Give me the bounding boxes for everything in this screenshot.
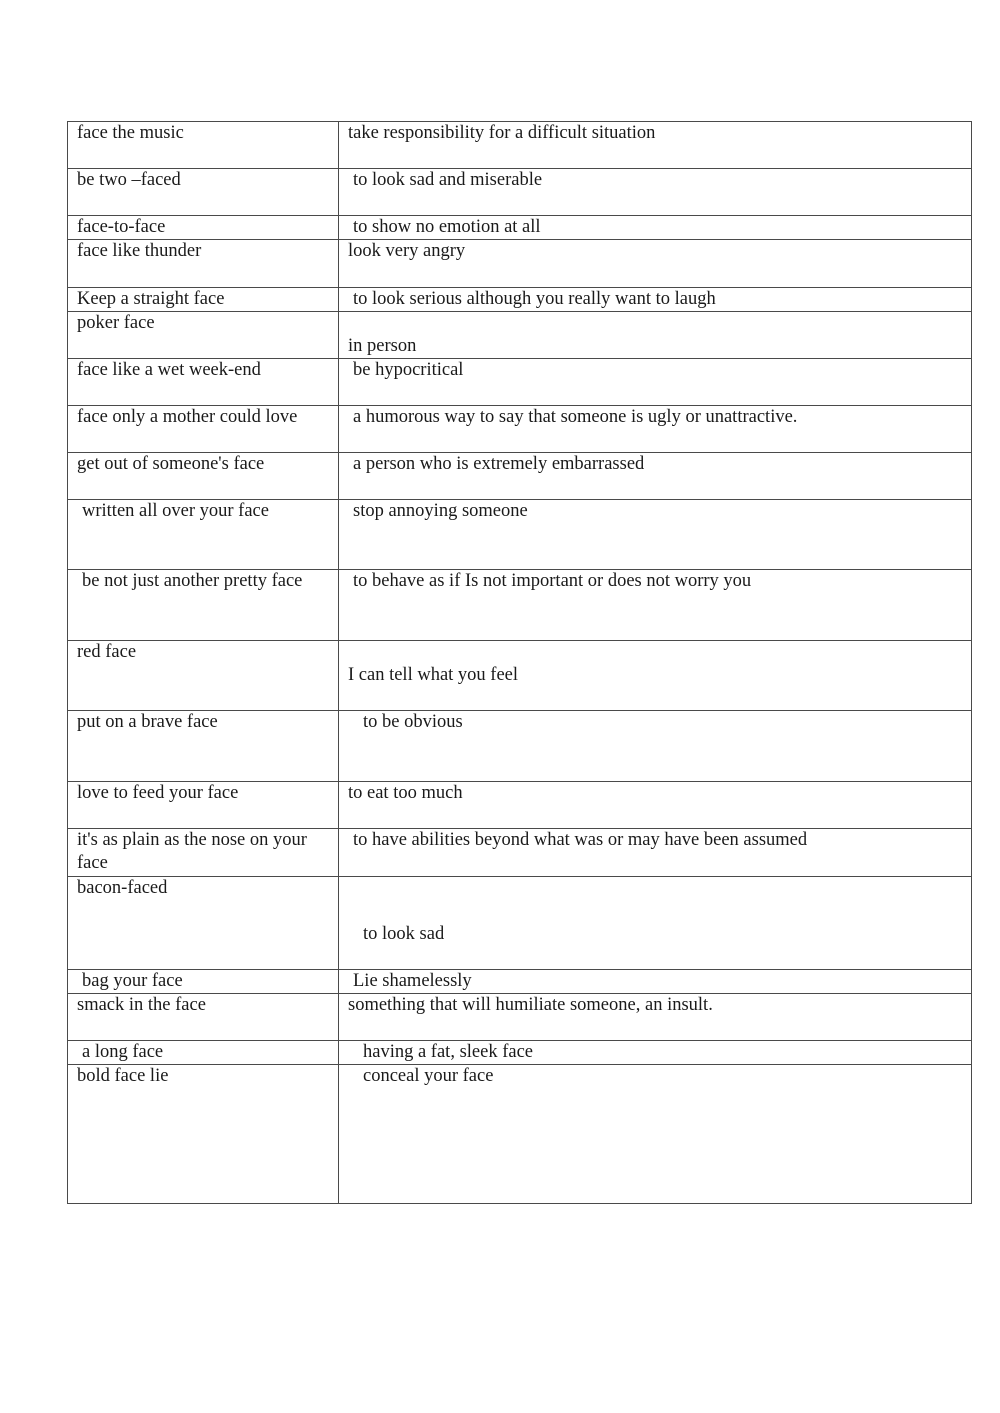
meaning-text: to show no emotion at all [353,217,541,237]
table-row [68,406,972,453]
table-row [68,1041,972,1065]
meaning-cell [339,312,972,359]
idiom-text: a long face [82,1042,164,1062]
table-row [68,1065,972,1204]
meaning-text: to look sad [363,924,445,944]
meaning-text: in person [348,336,417,356]
table-row [68,169,972,216]
meaning-cell [339,641,972,711]
idiom-cell [68,312,339,359]
meaning-cell [339,877,972,970]
table-row [68,288,972,312]
idiom-text: face like a wet week-end [77,360,261,380]
table-row [68,641,972,711]
idiom-cell [68,359,339,406]
table-row [68,994,972,1041]
meaning-cell [339,359,972,406]
idiom-cell [68,240,339,288]
idiom-text: put on a brave face [77,712,218,732]
idiom-cell [68,641,339,711]
table-row [68,829,972,877]
idiom-cell [68,970,339,994]
meaning-text: to look serious although you really want to laugh [353,289,716,309]
table-row [68,970,972,994]
table-row [68,711,972,782]
table-row [68,570,972,641]
idiom-cell [68,994,339,1041]
idiom-cell [68,782,339,829]
idiom-cell [68,829,339,877]
meaning-cell [339,122,972,169]
idiom-text: it's as plain as the nose on your face [77,830,307,873]
idiom-cell [68,122,339,169]
meaning-text: look very angry [348,241,466,261]
meaning-text: a humorous way to say that someone is ugly or unattractive. [353,407,798,427]
idiom-text: be not just another pretty face [82,571,303,591]
idiom-text: Keep a straight face [77,289,225,309]
idiom-cell [68,570,339,641]
table-row [68,877,972,970]
table-row [68,782,972,829]
idiom-text: face like thunder [77,241,202,261]
idiom-text: poker face [77,313,155,333]
meaning-cell [339,570,972,641]
table-row [68,359,972,406]
table-row [68,500,972,570]
idiom-text: get out of someone's face [77,454,265,474]
meaning-cell [339,970,972,994]
meaning-cell [339,500,972,570]
idiom-cell [68,1065,339,1204]
meaning-cell [339,169,972,216]
idiom-text: written all over your face [82,501,269,521]
idiom-text: be two –faced [77,170,181,190]
meaning-text: stop annoying someone [353,501,528,521]
idiom-text: face only a mother could love [77,407,298,427]
idiom-cell [68,453,339,500]
meaning-text: having a fat, sleek face [363,1042,534,1062]
idiom-text: bold face lie [77,1066,169,1086]
idiom-text: love to feed your face [77,783,239,803]
meaning-cell [339,1065,972,1204]
meaning-cell [339,711,972,782]
meaning-text: something that will humiliate someone, an insult. [348,995,713,1015]
idiom-cell [68,406,339,453]
idiom-text: face the music [77,123,184,143]
meaning-cell [339,782,972,829]
meaning-cell [339,406,972,453]
idiom-cell [68,877,339,970]
meaning-cell [339,994,972,1041]
meaning-cell [339,216,972,240]
meaning-cell [339,829,972,877]
meaning-cell [339,240,972,288]
idiom-text: face-to-face [77,217,166,237]
table-row [68,216,972,240]
idiom-cell [68,500,339,570]
table-row [68,122,972,169]
meaning-text: to be obvious [363,712,463,732]
idiom-cell [68,711,339,782]
meaning-text: a person who is extremely embarrassed [353,454,645,474]
idiom-cell [68,1041,339,1065]
table-row [68,453,972,500]
meaning-cell [339,288,972,312]
idiom-cell [68,288,339,312]
idiom-text: red face [77,642,137,662]
idiom-cell [68,216,339,240]
table-row [68,312,972,359]
meaning-text: conceal your face [363,1066,494,1086]
meaning-text: to eat too much [348,783,463,803]
meaning-text: be hypocritical [353,360,464,380]
meaning-text: I can tell what you feel [348,665,519,685]
meaning-text: Lie shamelessly [353,971,472,991]
meaning-cell [339,453,972,500]
meaning-text: to behave as if Is not important or does not worry you [353,571,752,591]
table-row [68,240,972,288]
meaning-text: to have abilities beyond what was or may have been assumed [353,830,808,850]
meaning-text: to look sad and miserable [353,170,543,190]
idiom-text: bacon-faced [77,878,168,898]
meaning-text: take responsibility for a difficult situation [348,123,656,143]
idiom-text: smack in the face [77,995,206,1015]
idioms-matching-table [67,121,972,1204]
idiom-cell [68,169,339,216]
meaning-cell [339,1041,972,1065]
idiom-text: bag your face [82,971,183,991]
